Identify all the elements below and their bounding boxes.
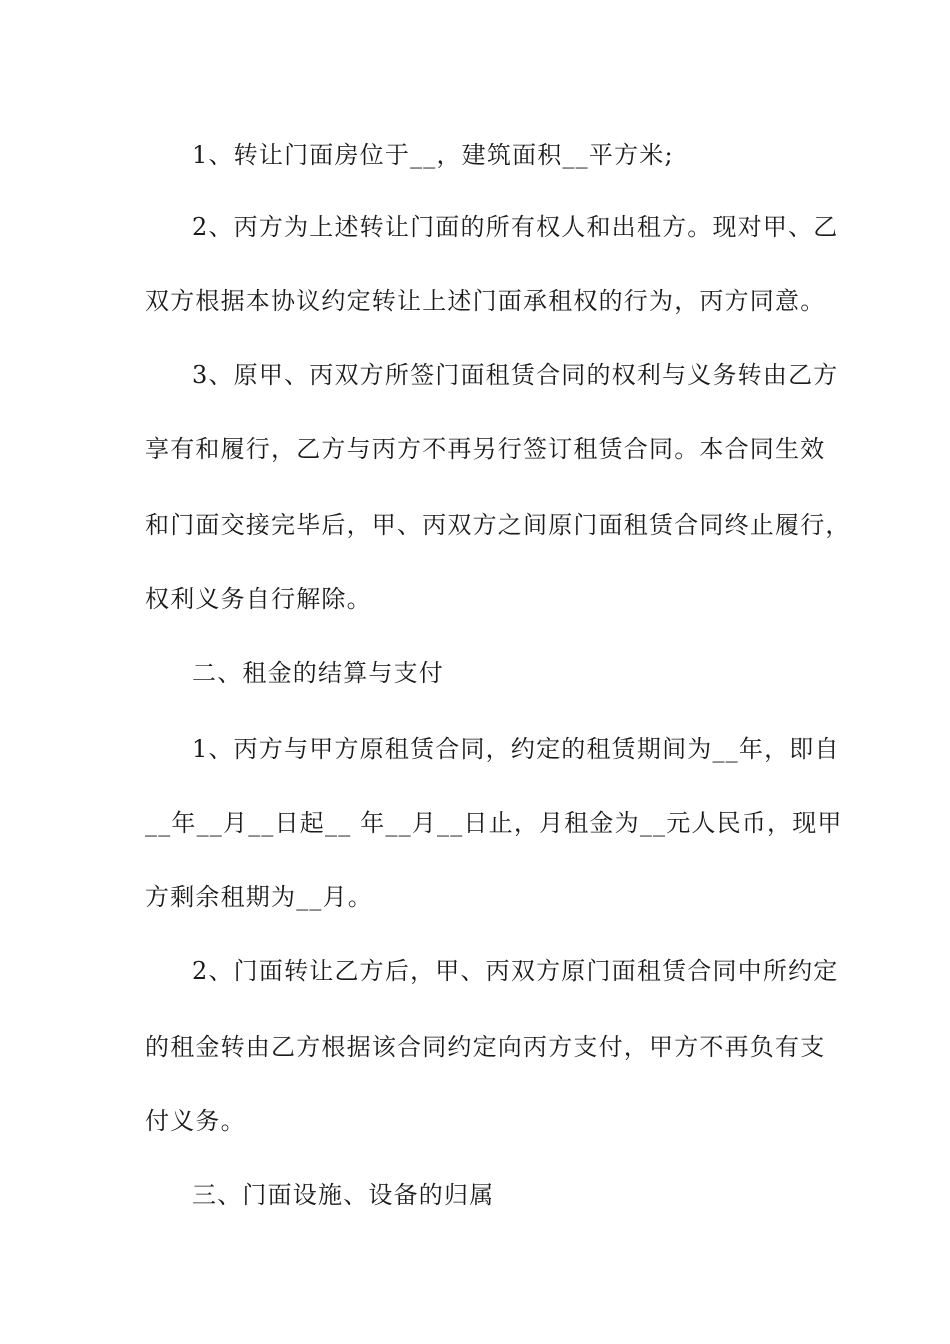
clause-2-1-line-2: __年__月__日起__ 年__月__日止，月租金为__元人民币，现甲 xyxy=(145,809,843,837)
clause-1-3-line-4: 权利义务自行解除。 xyxy=(145,585,372,613)
clause-2-1-line-3: 方剩余租期为__月。 xyxy=(145,883,373,911)
section-2-heading: 二、租金的结算与支付 xyxy=(192,659,444,687)
clause-2-2-line-2: 的租金转由乙方根据该合同约定向丙方支付，甲方不再负有支 xyxy=(145,1033,826,1061)
clause-1-3-line-1: 3、原甲、丙双方所签门面租赁合同的权利与义务转由乙方 xyxy=(192,361,839,389)
clause-1-3-line-3: 和门面交接完毕后，甲、丙双方之间原门面租赁合同终止履行， xyxy=(145,511,851,539)
clause-2-2-line-1: 2、门面转让乙方后，甲、丙双方原门面租赁合同中所约定 xyxy=(192,957,839,985)
clause-1-2-line-1: 2、丙方为上述转让门面的所有权人和出租方。现对甲、乙 xyxy=(192,213,839,241)
section-3-heading: 三、门面设施、设备的归属 xyxy=(192,1181,495,1209)
clause-2-1-line-1: 1、丙方与甲方原租赁合同，约定的租赁期间为__年，即自 xyxy=(192,735,840,763)
clause-1-3-line-2: 享有和履行，乙方与丙方不再另行签订租赁合同。本合同生效 xyxy=(145,435,826,463)
clause-2-2-line-3: 付义务。 xyxy=(145,1107,246,1135)
clause-1-2-line-2: 双方根据本协议约定转让上述门面承租权的行为，丙方同意。 xyxy=(145,287,826,315)
clause-1-1-line-1: 1、转让门面房位于__，建筑面积__平方米; xyxy=(192,141,674,169)
